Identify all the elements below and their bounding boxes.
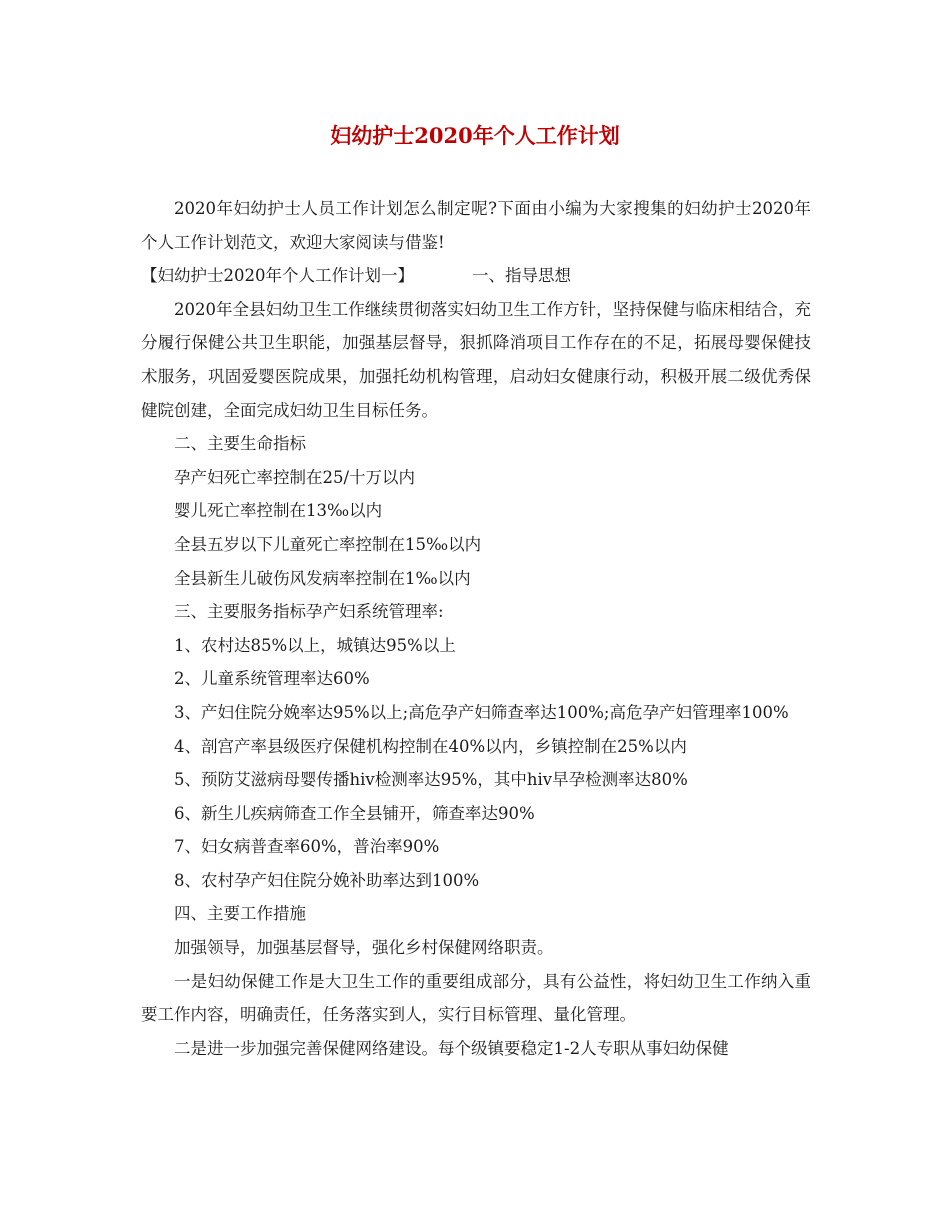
paragraph: 加强领导，加强基层督导，强化乡村保健网络职责。: [174, 938, 554, 958]
paragraph: 二是进一步加强完善保健网络建设。每个级镇要稳定1-2人专职从事妇幼保健: [174, 1038, 729, 1058]
section-heading-guiding-ideology: 一、指导思想: [472, 266, 571, 286]
section-heading: 二、主要生命指标: [174, 434, 306, 454]
list-item: 婴儿死亡率控制在13‰以内: [174, 501, 383, 521]
list-item: 4、剖宫产率县级医疗保健机构控制在40%以内，乡镇控制在25%以内: [174, 736, 687, 756]
list-item: 2、儿童系统管理率达60%: [174, 669, 370, 689]
list-item: 全县新生儿破伤风发病率控制在1‰以内: [174, 568, 471, 588]
list-item: 8、农村孕产妇住院分娩补助率达到100%: [174, 870, 480, 890]
list-item: 6、新生儿疾病筛查工作全县铺开，筛查率达90%: [174, 803, 535, 823]
plan-heading-line: [141, 259, 811, 293]
section-heading: 三、主要服务指标孕产妇系统管理率:: [174, 602, 444, 622]
plan-heading: 【妇幼护士2020年个人工作计划一】: [141, 266, 414, 286]
document-title: 妇幼护士2020年个人工作计划: [330, 123, 620, 148]
paragraph: 一是妇幼保健工作是大卫生工作的重要组成部分，具有公益性，将妇幼卫生工作纳入重要工作内容，明确责任，任务落实到人，实行目标管理、量化管理。: [141, 971, 811, 1025]
paragraph: 2020年全县妇幼卫生工作继续贯彻落实妇幼卫生工作方针，坚持保健与临床相结合，充分履行保健公共卫生职能，加强基层督导，狠抓降消项目工作存在的不足，拓展母婴保健技术服务，巩固爱婴医院成果，加强托幼机构管理，启动妇女健康行动，积极开展二级优秀保健院创建，全面完成妇幼卫生目标任务。: [141, 299, 811, 420]
list-item: 孕产妇死亡率控制在25/十万以内: [174, 467, 416, 487]
list-item: 3、产妇住院分娩率达95%以上;高危孕产妇筛查率达100%;高危孕产妇管理率100%: [174, 702, 789, 722]
intro-paragraph: 2020年妇幼护士人员工作计划怎么制定呢?下面由小编为大家搜集的妇幼护士2020年个人工作计划范文，欢迎大家阅读与借鉴!: [141, 199, 811, 252]
section-heading: 四、主要工作措施: [174, 904, 306, 924]
document-body: [141, 192, 811, 1065]
list-item: 5、预防艾滋病母婴传播hiv检测率达95%，其中hiv早孕检测率达80%: [174, 770, 688, 790]
list-item: 全县五岁以下儿童死亡率控制在15‰以内: [174, 534, 482, 554]
list-item: 1、农村达85%以上，城镇达95%以上: [174, 635, 456, 655]
list-item: 7、妇女病普查率60%，普治率90%: [174, 837, 440, 857]
